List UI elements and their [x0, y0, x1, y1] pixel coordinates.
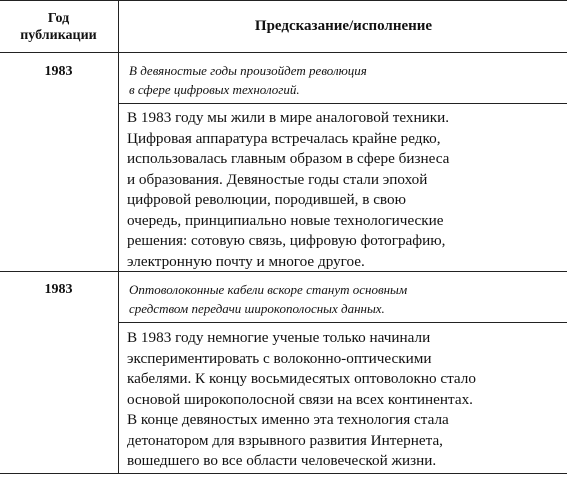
outcome-line: очередь, принципиально новые технологические	[127, 211, 444, 229]
header-year-column	[0, 1, 117, 52]
row-prediction	[118, 272, 561, 322]
table-bottom-border	[0, 473, 567, 474]
outcome-line: экспериментировать с волоконно-оптическими	[127, 349, 432, 367]
outcome-line: вошедшего во все области человеческой жизни.	[127, 452, 437, 469]
outcome-line: В 1983 году мы жили в мире аналоговой техники.	[127, 109, 450, 126]
prediction-line: Оптоволоконные кабели вскоре станут основным	[129, 282, 408, 297]
outcome-line: цифровой революции, породившей, в свою	[127, 191, 406, 208]
outcome-line: детонатором для взрывного развития Интернета,	[127, 431, 443, 449]
table-row	[0, 272, 567, 473]
outcome-line: решения: сотовую связь, цифровую фотографию,	[127, 232, 446, 249]
outcome-line: В конце девяностых именно эта технология стала	[127, 411, 449, 428]
outcome-line: и образования. Девяностые годы стали эпохой	[127, 170, 428, 188]
outcome-line: использовалась главным образом в сфере бизнеса	[127, 150, 450, 167]
header-prediction-label: Предсказание/исполнение	[254, 18, 433, 34]
outcome-line: Цифровая аппаратура встречалась крайне редко,	[127, 129, 441, 147]
header-year-line1: Год	[47, 10, 70, 26]
row-outcome	[118, 103, 567, 271]
header-prediction-column	[118, 1, 568, 52]
prediction-line: в сфере цифровых технологий.	[129, 82, 300, 97]
prediction-line: В девяностые годы произойдет революция	[129, 63, 367, 78]
row-prediction	[118, 52, 561, 103]
row-year: 1983	[44, 282, 73, 297]
outcome-line: электронную почту и многое другое.	[127, 252, 365, 270]
row-outcome	[118, 322, 567, 473]
outcome-line: основой широкополосной связи на всех континентах.	[127, 390, 473, 408]
table-header	[0, 0, 567, 53]
header-year-line2: публикации	[20, 27, 97, 43]
row-year: 1983	[44, 64, 73, 79]
table-row	[0, 52, 567, 271]
outcome-line: кабелями. К концу восьмидесятых оптоволокно стало	[127, 370, 476, 387]
prediction-line: средством передачи широкополосных данных.	[129, 301, 385, 316]
outcome-line: В 1983 году немногие ученые только начинали	[127, 329, 431, 346]
